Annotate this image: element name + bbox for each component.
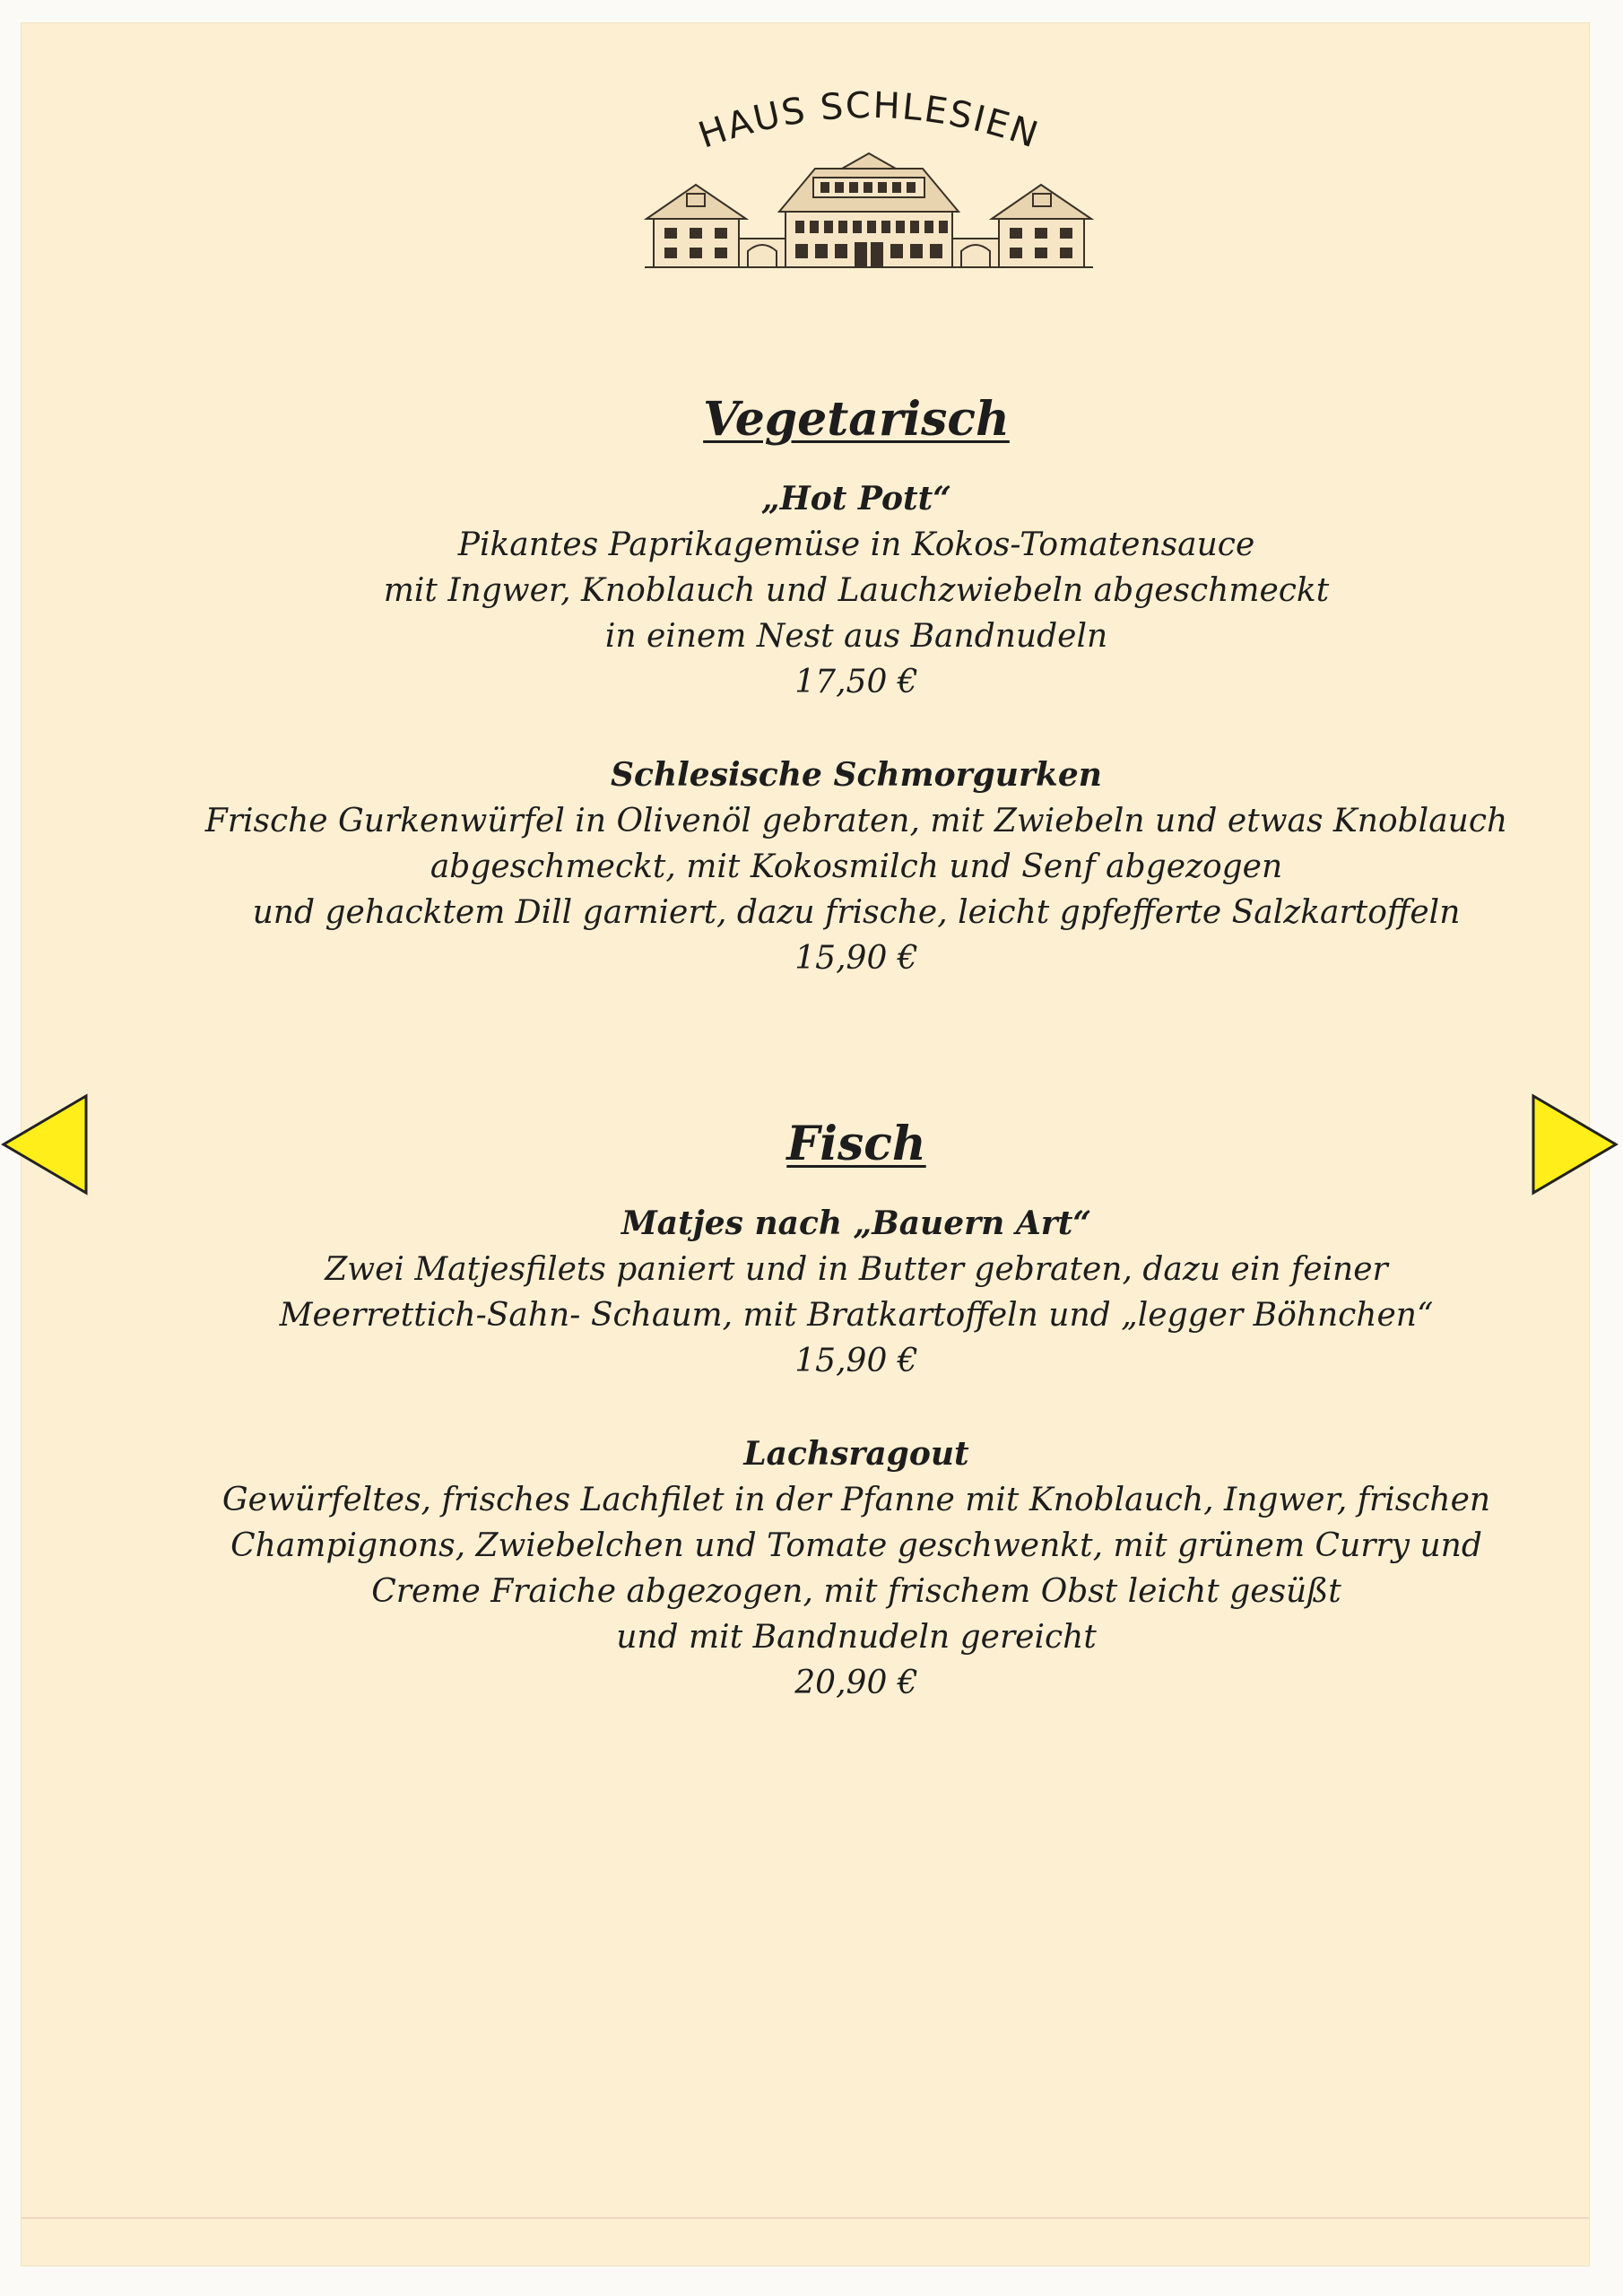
section-title: Vegetarisch xyxy=(703,392,1010,447)
menu-content xyxy=(22,391,1623,1752)
next-page-button[interactable] xyxy=(1530,1092,1619,1196)
dish-description-line: Gewürfeltes, frisches Lachfilet in der Pfanne mit Knoblauch, Ingwer, frischen xyxy=(221,1482,1491,1518)
menu-page xyxy=(22,23,1589,2266)
dish-name: Schlesische Schmorgurken xyxy=(611,756,1102,794)
logo-text-path: HAUS SCHLESIEN xyxy=(693,84,1045,157)
triangle-right-icon xyxy=(1530,1092,1619,1196)
dish-hot-pott xyxy=(22,475,1623,705)
dish-lachsragout xyxy=(22,1431,1623,1706)
dish-description-line: und gehacktem Dill garniert, dazu frische, leicht gpfefferte Salzkartoffeln xyxy=(252,894,1461,931)
dish-price: 15,90 € xyxy=(794,1343,918,1379)
section-fisch xyxy=(22,1116,1623,1706)
dish-description-line: Pikantes Paprikagemüse in Kokos-Tomatensauce xyxy=(457,526,1255,563)
dish-price: 17,50 € xyxy=(794,664,918,700)
house-logo-graphic xyxy=(636,59,1102,274)
dish-description-line: mit Ingwer, Knoblauch und Lauchzwiebeln abgeschmeckt xyxy=(383,572,1330,609)
dish-description-line: in einem Nest aus Bandnudeln xyxy=(604,618,1108,655)
dish-name: Lachsragout xyxy=(743,1435,969,1473)
dish-description-line: Zwei Matjesfilets paniert und in Butter gebraten, dazu ein feiner xyxy=(325,1251,1388,1288)
dish-name: Matjes nach „Bauern Art“ xyxy=(621,1205,1092,1242)
dish-price: 15,90 € xyxy=(794,940,918,977)
dish-description-line: Frische Gurkenwürfel in Olivenöl gebraten, mit Zwiebeln und etwas Knoblauch xyxy=(204,803,1508,839)
dish-price: 20,90 € xyxy=(794,1665,918,1701)
dish-description-line: Creme Fraiche abgezogen, mit frischem Obst leicht gesüßt xyxy=(371,1573,1341,1610)
dish-description-line: Champignons, Zwiebelchen und Tomate geschwenkt, mit grünem Curry und xyxy=(230,1527,1482,1564)
dish-name: „Hot Pott“ xyxy=(761,480,951,517)
logo-text xyxy=(693,85,1044,157)
dish-description-line: Meerrettich-Sahn- Schaum, mit Bratkartoffeln und „legger Böhnchen“ xyxy=(279,1297,1434,1334)
dish-description-line: und mit Bandnudeln gereicht xyxy=(616,1619,1097,1656)
dish-matjes xyxy=(22,1200,1623,1384)
triangle-left-icon xyxy=(0,1092,90,1196)
restaurant-logo xyxy=(636,59,1102,274)
previous-page-button[interactable] xyxy=(0,1092,90,1196)
dish-description-line: abgeschmeckt, mit Kokosmilch und Senf abgezogen xyxy=(430,848,1283,885)
dish-schlesische-schmorgurken xyxy=(22,752,1623,981)
section-vegetarisch xyxy=(22,391,1623,981)
section-title: Fisch xyxy=(786,1117,926,1171)
